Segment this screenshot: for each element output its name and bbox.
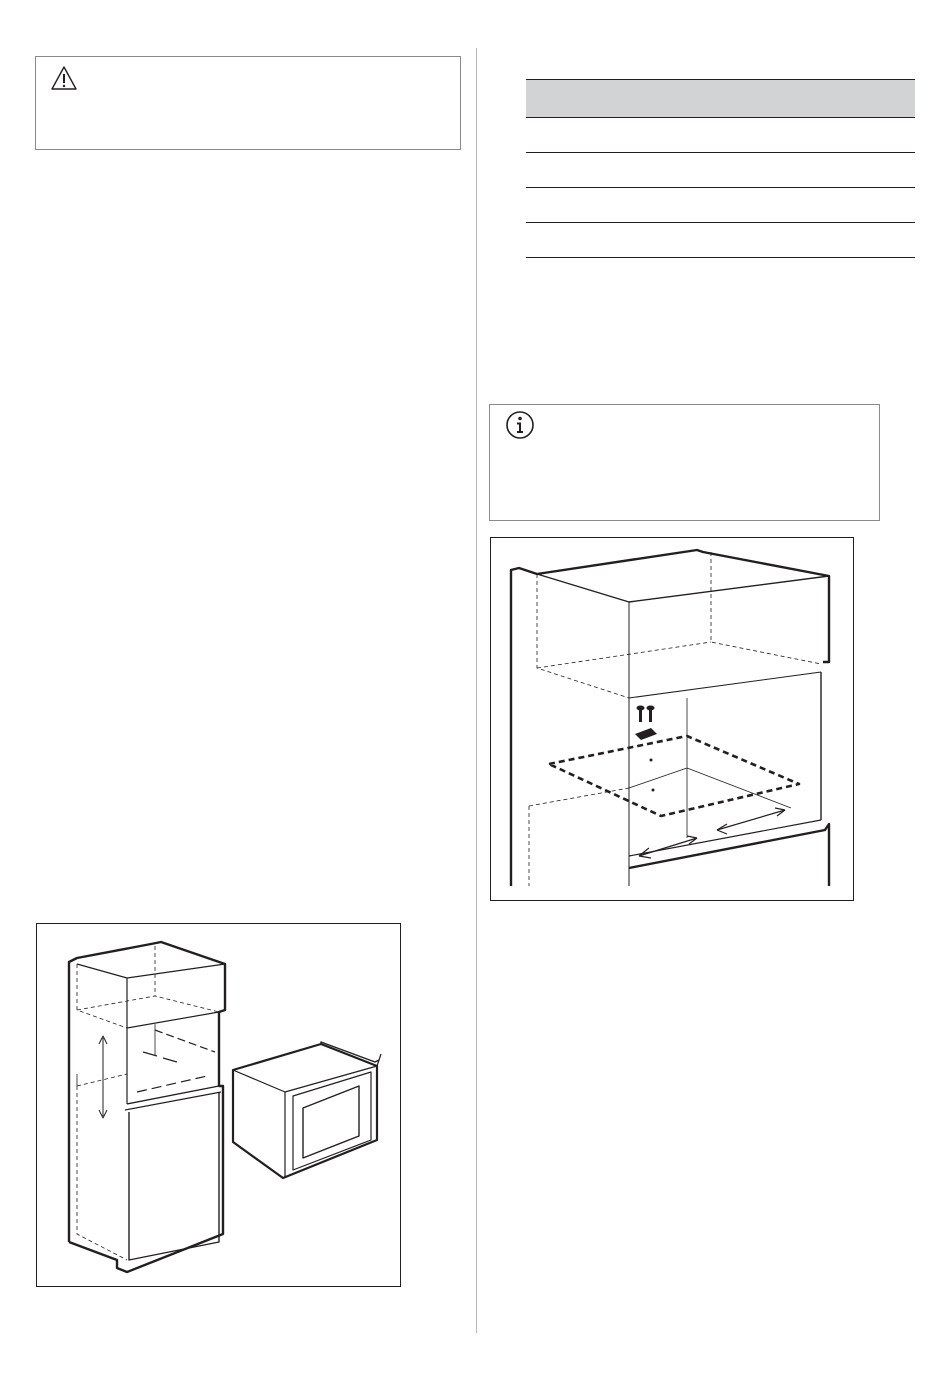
info-box [489, 404, 880, 521]
table-row [526, 152, 915, 153]
table-row [526, 187, 915, 188]
warning-triangle-icon [50, 65, 78, 91]
mounting-bracket-figure [490, 537, 854, 901]
warning-box [35, 56, 461, 150]
cabinet-installation-figure [36, 923, 401, 1287]
cabinet-with-microwave-illustration [37, 924, 400, 1286]
table-row [526, 222, 915, 223]
table-row [526, 257, 915, 258]
cabinet-bracket-screws-illustration [491, 538, 853, 900]
table-header [526, 79, 915, 118]
column-divider [476, 48, 477, 1333]
info-circle-icon [504, 409, 536, 441]
